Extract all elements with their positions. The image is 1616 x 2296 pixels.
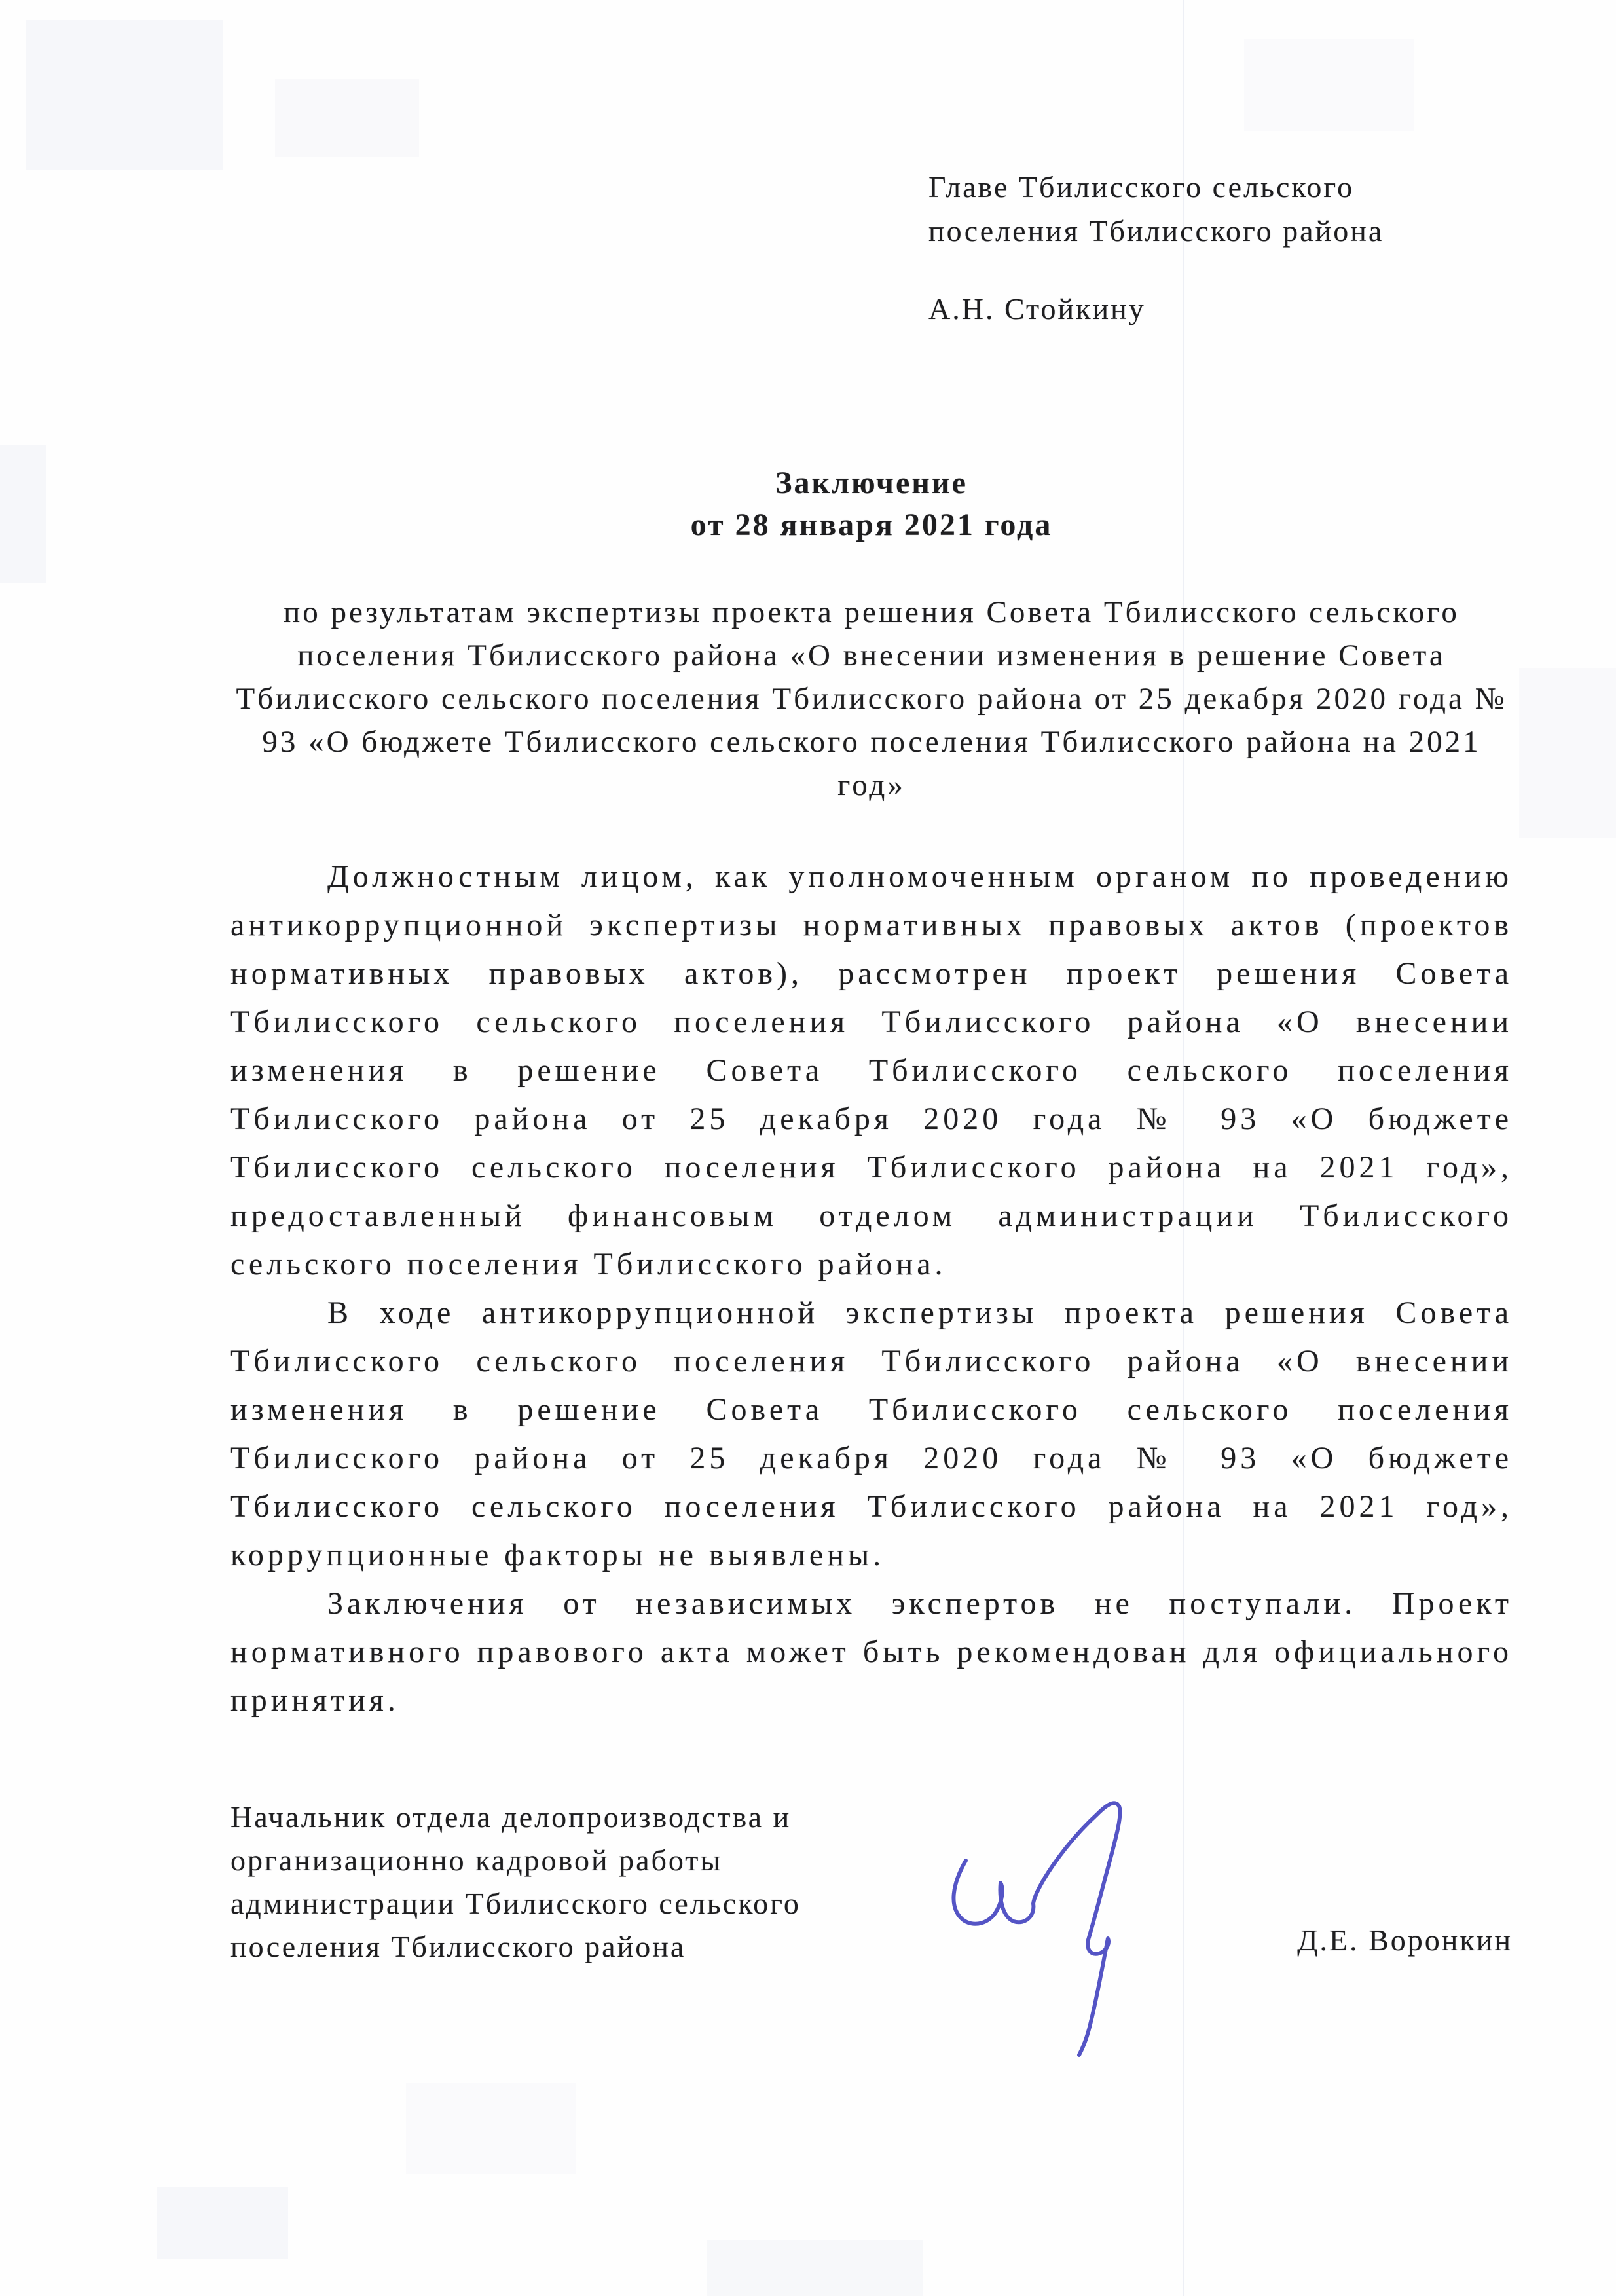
handwritten-signature — [936, 1785, 1152, 2060]
recipient-address: Главе Тбилисского сельского поселения Тбилисского района — [928, 170, 1384, 248]
scan-noise-patch — [0, 445, 46, 583]
body-paragraph-2: В ходе антикоррупционной экспертизы проекта решения Совета Тбилисского сельского поселения Тбилисского района «О внесении изменения в решение Совета Тбилисского сельского поселения Тбилисского района от 25 декабря 2020 года № 93 «О бюджете Тбилисского сельского поселения Тбилисского района на 2021 год», коррупционные факторы не выявлены. — [230, 1295, 1513, 1572]
scan-noise-patch — [406, 2083, 576, 2174]
document-body — [230, 853, 1513, 1725]
scan-noise-patch — [157, 2187, 288, 2259]
signature-stroke — [953, 1803, 1120, 2055]
recipient-name: А.Н. Стойкину — [928, 292, 1146, 325]
body-paragraph-1: Должностным лицом, как уполномоченным органом по проведению антикоррупционной экспертизы нормативных правовых актов (проектов нормативных правовых актов), рассмотрен проект решения Совета Тбилисского сельского поселения Тбилисского района «О внесении изменения в решение Совета Тбилисского сельского поселения Тбилисского района от 25 декабря 2020 года № 93 «О бюджете Тбилисского сельского поселения Тбилисского района на 2021 год», предоставленный финансовым отделом администрации Тбилисского сельского поселения Тбилисского района. — [230, 859, 1513, 1282]
scan-noise-patch — [26, 20, 223, 170]
scan-noise-patch — [1519, 668, 1616, 838]
scan-noise-patch — [707, 2240, 923, 2296]
scan-noise-patch — [275, 79, 419, 157]
body-paragraph-3: Заключения от независимых экспертов не поступали. Проект нормативного правового акта может быть рекомендован для официального принятия. — [230, 1586, 1513, 1718]
signer-position: Начальник отдела делопроизводства и организационно кадровой работы администрации Тбилисского сельского поселения Тбилисского района — [230, 1800, 801, 1963]
document-title: Заключение — [775, 466, 968, 500]
title-block — [230, 462, 1513, 546]
scan-noise-patch — [1244, 39, 1414, 131]
signer-name: Д.Е. Воронкин — [1297, 1923, 1513, 1957]
document-date: от 28 января 2021 года — [690, 508, 1053, 542]
recipient-block — [928, 165, 1426, 331]
document-subject: по результатам экспертизы проекта решения Совета Тбилисского сельского поселения Тбилисского района «О внесении изменения в решение Совета Тбилисского сельского поселения Тбилисского района от 25 декабря 2020 года № 93 «О бюджете Тбилисского сельского поселения Тбилисского района на 2021 год» — [236, 595, 1507, 802]
